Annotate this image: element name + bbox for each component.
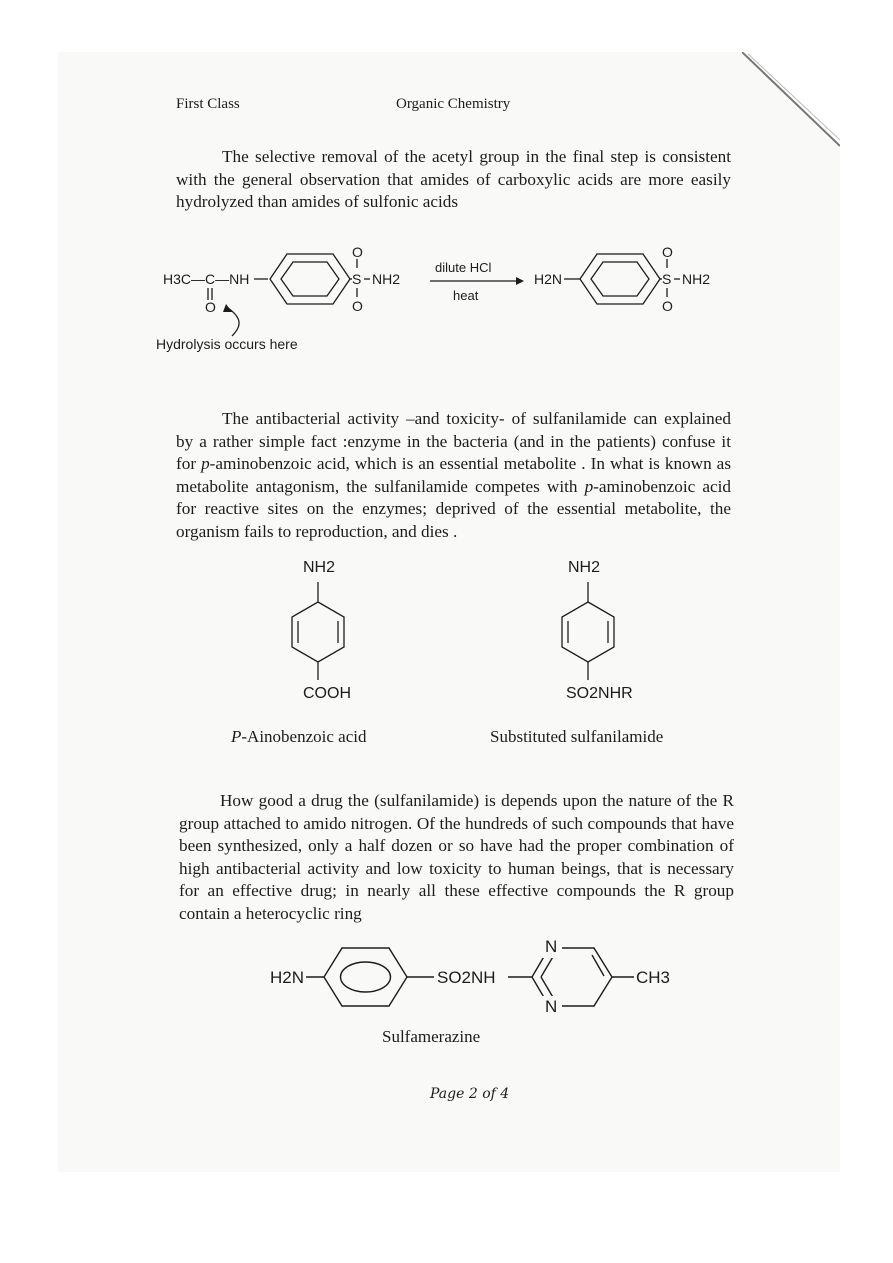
paragraph-r-group: How good a drug the (sulfanilamide) is depends upon the nature of the R group attached to amido nitrogen. Of the hundreds of such compounds that have been synthesized, only a half dozen or so have had the proper combination of high antibacterial activity and low toxicity to human beings, that is necessary for an effective drug; in nearly all these effective compounds the R group contain a heterocyclic ring [179, 791, 734, 923]
reactant-sulfonyl-o-bottom: O [352, 298, 363, 314]
substituted-sulfanilamide-structure [540, 552, 670, 707]
hydrolysis-reaction [150, 240, 730, 360]
reactant-carbonyl-o: O [205, 299, 216, 315]
page-number: Page 2 of 4 [430, 1086, 510, 1102]
header-center: Organic Chemistry [396, 96, 511, 112]
pyrimidine-n-bottom: N [545, 997, 558, 1016]
product-amine: H2N [534, 271, 563, 287]
reactant-sulfonamide-nh2: NH2 [372, 271, 401, 287]
reagent-heat: heat [453, 288, 479, 303]
sulfanilamide-bottom-group: SO2NHR [566, 685, 633, 702]
product-sulfonyl-o-top: O [662, 244, 673, 260]
sulfanilamide-top-group: NH2 [568, 559, 601, 576]
product-sulfonyl-o-bottom: O [662, 298, 673, 314]
product-sulfonamide-nh2: NH2 [682, 271, 711, 287]
p-aminobenzoic-acid-structure [270, 552, 390, 707]
sulfanilamide-caption: Substituted sulfanilamide [490, 727, 664, 746]
reactant-acetamide: H3C—C—NH [163, 271, 250, 287]
sulfamerazine-amine: H2N [270, 968, 305, 987]
paragraph-intro: The selective removal of the acetyl group in the final step is consistent with the general observation that amides of carboxylic acids are more easily hydrolyzed than amides of sulfonic acids [176, 147, 731, 212]
reagent-dilute-hcl: dilute HCl [435, 260, 492, 275]
pyrimidine-n-top: N [545, 937, 558, 956]
paragraph-antibacterial: The antibacterial activity –and toxicity- of sulfanilamide can explained by a rather simple fact :enzyme in the bacteria (and in the patients) confuse it for p-aminobenzoic acid, which is an essential metabolite . In what is known as metabolite antagonism, the sulfanilamide competes with p-aminobenzoic acid for reactive sites on the enzymes; deprived of the essential metabolite, the organism fails to reproduction, and dies . [176, 409, 732, 541]
folded-corner [742, 52, 840, 150]
header-left: First Class [176, 96, 240, 112]
hydrolysis-annotation: Hydrolysis occurs here [156, 336, 298, 352]
paba-bottom-group: COOH [303, 685, 351, 702]
sulfamerazine-linker: SO2NH [437, 968, 496, 987]
sulfamerazine-methyl: CH3 [636, 968, 671, 987]
reactant-sulfonyl-s: S [352, 271, 362, 287]
product-sulfonyl-s: S [662, 271, 672, 287]
sulfamerazine-caption: Sulfamerazine [382, 1027, 481, 1046]
reactant-sulfonyl-o-top: O [352, 244, 363, 260]
paba-top-group: NH2 [303, 559, 336, 576]
paba-caption: P-Ainobenzoic acid [231, 727, 367, 746]
sulfamerazine-structure [262, 930, 702, 1025]
